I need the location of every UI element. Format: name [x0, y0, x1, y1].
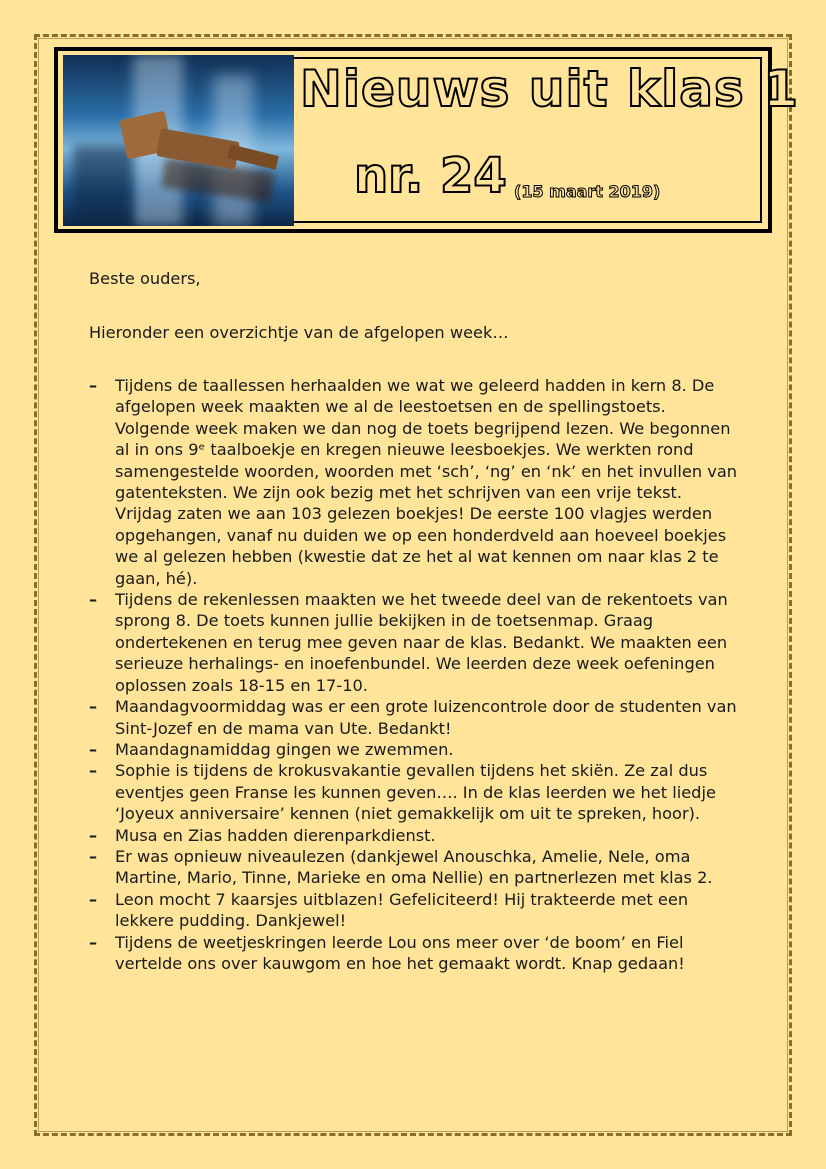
list-item: – Sophie is tijdens de krokusvakantie gevallen tijdens het skiën. Ze zal dus eventjes geen Franse les kunnen geven…. In de klas leerden we het liedje ‘Joyeux anniversaire’ kennen (niet gemakkelijk om uit te spreken, hoor).	[89, 760, 739, 824]
greeting: Beste ouders,	[89, 269, 201, 288]
list-item: – Maandagvoormiddag was er een grote luizencontrole door de studenten van Sint-Jozef en de mama van Ute. Bedankt!	[89, 696, 739, 739]
list-item: – Tijdens de taallessen herhaalden we wat we geleerd hadden in kern 8. De afgelopen week maakten we al de leestoetsen en de spellingstoets. Volgende week maken we dan nog de toets begrijpend lezen. We begonnen al in ons 9ᵉ taalboekje en kregen nieuwe leesboekjes. We werkten rond samengestelde woorden, woorden met ‘sch’, ‘ng’ en ‘nk’ en het invullen van gatenteksten. We zijn ook bezig met het schrijven van een vrije tekst. Vrijdag zaten we aan 103 gelezen boekjes! De eerste 100 vlagjes werden opgehangen, vanaf nu duiden we op een honderdveld aan hoeveel boekjes we al gelezen hebben (kwestie dat ze het al wat kennen om naar klas 2 te gaan, hé).	[89, 375, 739, 589]
list-item: – Tijdens de rekenlessen maakten we het tweede deel van de rekentoets van sprong 8. De toets kunnen jullie bekijken in de toetsenmap. Graag ondertekenen en terug mee geven naar de klas. Bedankt. We maakten een serieuze herhalings- en inoefenbundel. We leerden deze week oefeningen oplossen zoals 18-15 en 17-10.	[89, 589, 739, 696]
list-item: – Maandagnamiddag gingen we zwemmen.	[89, 739, 739, 760]
issue-date: (15 maart 2019)	[514, 182, 661, 201]
list-item: – Tijdens de weetjeskringen leerde Lou ons meer over ‘de boom’ en Fiel vertelde ons over kauwgom en hoe het gemaakt wordt. Knap gedaan!	[89, 932, 739, 975]
news-list	[89, 375, 739, 974]
list-item: – Er was opnieuw niveaulezen (dankjewel Anouschka, Amelie, Nele, oma Martine, Mario, Tinne, Marieke en oma Nellie) en partnerlezen met klas 2.	[89, 846, 739, 889]
list-item: – Leon mocht 7 kaarsjes uitblazen! Gefeliciteerd! Hij trakteerde met een lekkere pudding. Dankjewel!	[89, 889, 739, 932]
list-item: – Musa en Zias hadden dierenparkdienst.	[89, 825, 739, 846]
wooden-figure-photo	[63, 55, 294, 226]
issue-number: nr. 24	[354, 148, 507, 204]
newsletter-title: Nieuws uit klas 1	[300, 60, 799, 118]
photo-shadow-area	[73, 145, 133, 226]
intro-line: Hieronder een overzichtje van de afgelopen week…	[89, 323, 509, 342]
